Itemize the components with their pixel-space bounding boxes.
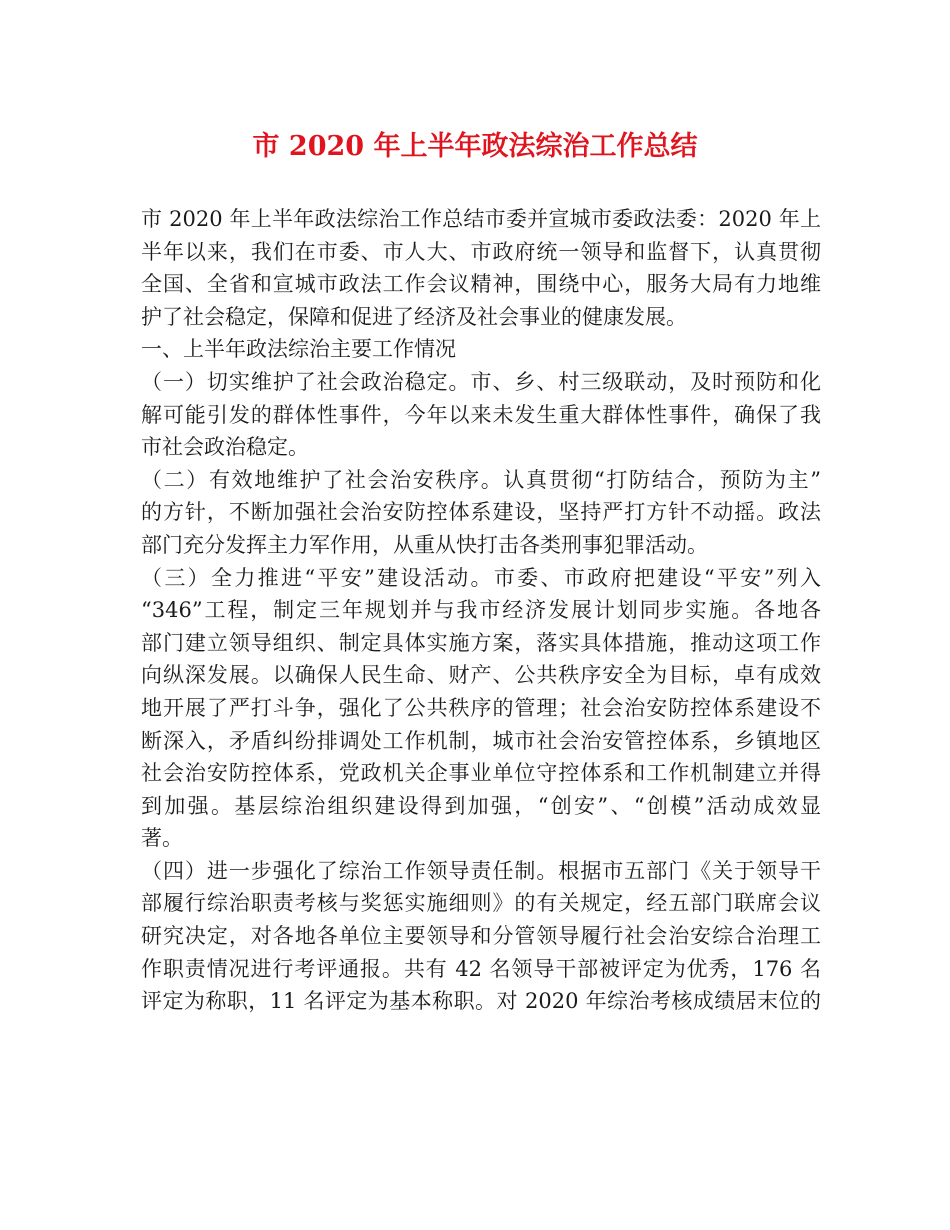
paragraph-line: （三）全力推进“平安”建设活动。市委、市政府把建设“平安”列入 (141, 565, 821, 590)
paragraph-line: 半年以来，我们在市委、市人大、市政府统一领导和监督下，认真贯彻 (141, 239, 821, 264)
paragraph-line: 部履行综治职责考核与奖惩实施细则》的有关规定，经五部门联席会议 (141, 891, 821, 916)
paragraph-line: 全国、全省和宣城市政法工作会议精神，围绕中心，服务大局有力地维 (141, 272, 821, 297)
paragraph (141, 562, 821, 855)
paragraph-line: 断深入，矛盾纠纷排调处工作机制，城市社会治安管控体系，乡镇地区 (141, 728, 821, 753)
paragraph-line: 评定为称职，11 名评定为基本称职。对 2020 年综治考核成绩居末位的 (141, 989, 821, 1014)
paragraph (141, 366, 821, 464)
paragraph-line: 地开展了严打斗争，强化了公共秩序的管理；社会治安防控体系建设不 (141, 695, 821, 720)
paragraph-line: 研究决定，对各地各单位主要领导和分管领导履行社会治安综合治理工 (141, 924, 821, 949)
paragraph-line: 到加强。基层综治组织建设得到加强，“创安”、“创模”活动成效显 (141, 793, 821, 818)
paragraph-line: “346”工程，制定三年规划并与我市经济发展计划同步实施。各地各 (141, 598, 821, 623)
paragraph-line: 市社会政治稳定。 (141, 435, 309, 460)
paragraph-line: 护了社会稳定，保障和促进了经济及社会事业的健康发展。 (141, 304, 687, 329)
paragraph-line: 的方针，不断加强社会治安防控体系建设，坚持严打方针不动摇。政法 (141, 500, 821, 525)
document-body (141, 203, 821, 1018)
paragraph-line: 解可能引发的群体性事件，今年以来未发生重大群体性事件，确保了我 (141, 402, 821, 427)
paragraph-line: 部门建立领导组织、制定具体实施方案，落实具体措施，推动这项工作 (141, 630, 821, 655)
paragraph-line: （一）切实维护了社会政治稳定。市、乡、村三级联动，及时预防和化 (141, 369, 821, 394)
paragraph (141, 203, 821, 333)
paragraph-line: 著。 (141, 826, 183, 851)
paragraph-line: （四）进一步强化了综治工作领导责任制。根据市五部门《关于领导干 (141, 858, 821, 883)
paragraph-line: 市 2020 年上半年政法综治工作总结市委并宣城市委政法委：2020 年上 (141, 207, 821, 231)
paragraph (141, 464, 821, 562)
paragraph (141, 333, 821, 366)
paragraph-line: 社会治安防控体系，党政机关企事业单位守控体系和工作机制建立并得 (141, 761, 821, 786)
paragraph-line: 部门充分发挥主力军作用，从重从快打击各类刑事犯罪活动。 (141, 532, 708, 557)
paragraph-line: （二）有效地维护了社会治安秩序。认真贯彻“打防结合，预防为主” (141, 467, 821, 492)
paragraph (141, 855, 821, 1018)
paragraph-line: 向纵深发展。以确保人民生命、财产、公共秩序安全为目标，卓有成效 (141, 663, 821, 688)
document-title: 市 2020 年上半年政法综治工作总结 (252, 131, 698, 162)
paragraph-line: 一、上半年政法综治主要工作情况 (141, 337, 456, 362)
paragraph-line: 作职责情况进行考评通报。共有 42 名领导干部被评定为优秀，176 名 (141, 956, 821, 981)
